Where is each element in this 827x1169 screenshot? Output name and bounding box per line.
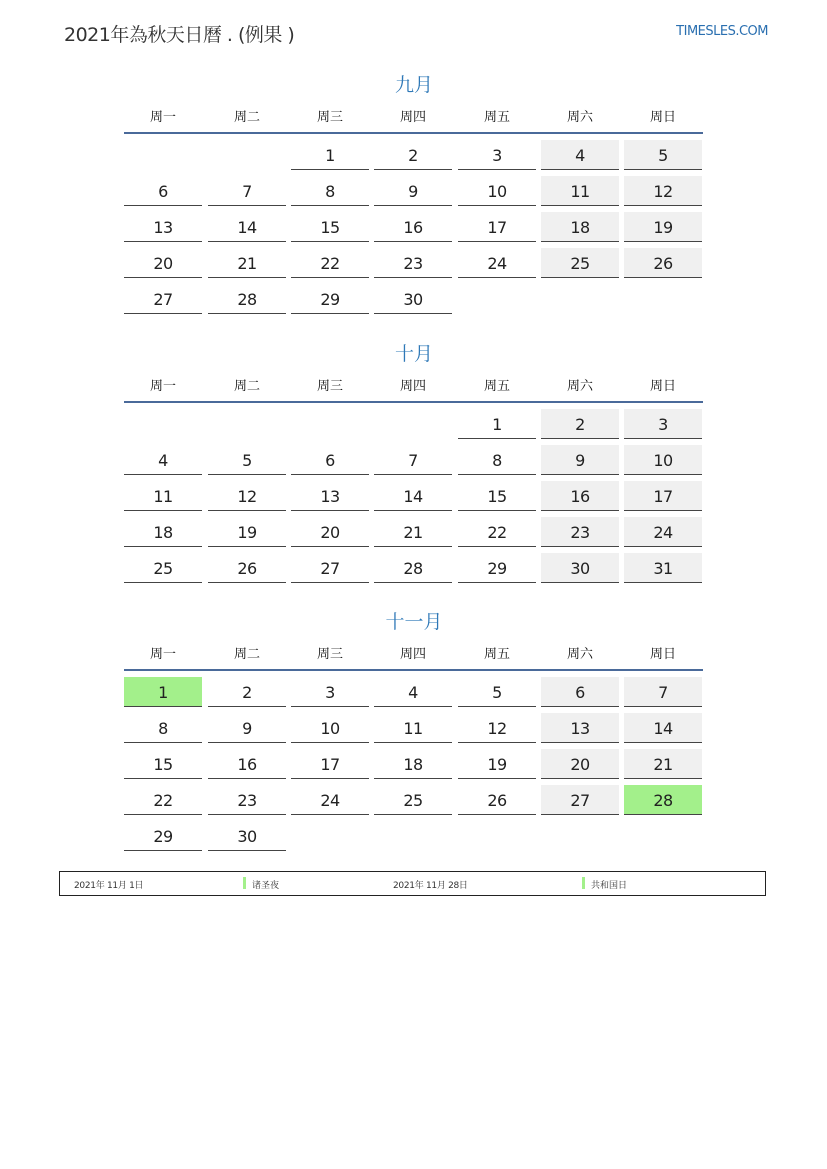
day-cell[interactable]: 5 [208, 445, 286, 475]
day-cell[interactable]: 9 [208, 713, 286, 743]
day-cell[interactable]: 23 [208, 785, 286, 815]
day-cell[interactable]: 30 [208, 821, 286, 851]
day-cell[interactable]: 26 [624, 248, 702, 278]
day-cell[interactable]: 1 [458, 409, 536, 439]
day-cell-holiday[interactable]: 28 [624, 785, 702, 815]
day-cell[interactable]: 26 [208, 553, 286, 583]
page-header [64, 20, 768, 46]
month-title: 九月 [394, 74, 433, 96]
day-cell[interactable]: 1 [291, 140, 369, 170]
month-title: 十月 [394, 343, 433, 365]
month-calendar [124, 70, 704, 320]
weekday-label: 周二 [233, 647, 260, 662]
month-title: 十一月 [385, 611, 443, 633]
weekday-label: 周四 [399, 647, 426, 662]
day-cell[interactable]: 8 [124, 713, 202, 743]
day-cell[interactable]: 13 [291, 481, 369, 511]
page-title: 2021年為秋天日曆 . (例果 ) [64, 24, 295, 46]
weekday-label: 周二 [233, 110, 260, 125]
day-cell[interactable]: 9 [541, 445, 619, 475]
day-cell[interactable]: 2 [541, 409, 619, 439]
day-cell[interactable]: 28 [374, 553, 452, 583]
site-name[interactable]: TIMESLES.COM [676, 24, 768, 39]
day-cell[interactable]: 7 [624, 677, 702, 707]
day-cell[interactable]: 21 [624, 749, 702, 779]
header-divider [124, 401, 703, 403]
day-cell[interactable]: 23 [374, 248, 452, 278]
day-cell[interactable]: 22 [458, 517, 536, 547]
day-cell[interactable]: 30 [374, 284, 452, 314]
day-cell[interactable]: 10 [458, 176, 536, 206]
weekday-label: 周三 [316, 110, 343, 125]
day-cell[interactable]: 30 [541, 553, 619, 583]
day-cell[interactable]: 20 [291, 517, 369, 547]
weekday-label: 周一 [149, 379, 176, 394]
legend-name-1: 诸圣夜 [252, 881, 280, 891]
day-cell[interactable]: 20 [541, 749, 619, 779]
day-cell[interactable]: 17 [458, 212, 536, 242]
weekday-label: 周六 [566, 379, 593, 394]
day-cell[interactable]: 24 [291, 785, 369, 815]
day-cell[interactable]: 25 [374, 785, 452, 815]
month-calendar [124, 607, 704, 857]
legend-holiday-marker [582, 877, 585, 889]
weekday-label: 周日 [649, 647, 676, 662]
legend-holiday-marker [243, 877, 246, 889]
day-cell[interactable]: 3 [458, 140, 536, 170]
day-cell[interactable]: 12 [624, 176, 702, 206]
day-cell[interactable]: 8 [291, 176, 369, 206]
day-cell[interactable]: 20 [124, 248, 202, 278]
day-cell[interactable]: 16 [541, 481, 619, 511]
day-cell[interactable]: 15 [124, 749, 202, 779]
day-cell[interactable]: 11 [124, 481, 202, 511]
weekday-label: 周六 [566, 647, 593, 662]
day-cell[interactable]: 21 [374, 517, 452, 547]
day-cell[interactable]: 19 [208, 517, 286, 547]
day-cell[interactable]: 4 [541, 140, 619, 170]
day-cell[interactable]: 7 [208, 176, 286, 206]
day-cell[interactable]: 27 [124, 284, 202, 314]
day-cell[interactable]: 6 [124, 176, 202, 206]
day-cell[interactable]: 4 [374, 677, 452, 707]
day-cell[interactable]: 13 [541, 713, 619, 743]
weekday-header [124, 643, 704, 667]
day-cell[interactable]: 26 [458, 785, 536, 815]
day-cell[interactable]: 14 [374, 481, 452, 511]
holiday-legend [59, 871, 766, 896]
weekday-header [124, 375, 704, 399]
weekday-label: 周五 [483, 647, 510, 662]
weekday-label: 周日 [649, 379, 676, 394]
day-cell[interactable]: 25 [124, 553, 202, 583]
day-cell[interactable]: 24 [458, 248, 536, 278]
day-cell[interactable]: 7 [374, 445, 452, 475]
day-cell[interactable]: 29 [458, 553, 536, 583]
weekday-label: 周三 [316, 647, 343, 662]
day-cell[interactable]: 29 [291, 284, 369, 314]
day-cell[interactable]: 18 [124, 517, 202, 547]
day-cell[interactable]: 5 [624, 140, 702, 170]
day-cell[interactable]: 27 [541, 785, 619, 815]
weekday-label: 周六 [566, 110, 593, 125]
day-cell[interactable]: 16 [208, 749, 286, 779]
weekday-label: 周一 [149, 110, 176, 125]
day-cell[interactable]: 25 [541, 248, 619, 278]
day-cell[interactable]: 18 [541, 212, 619, 242]
day-cell[interactable]: 5 [458, 677, 536, 707]
day-cell[interactable]: 18 [374, 749, 452, 779]
day-cell[interactable]: 17 [291, 749, 369, 779]
day-cell[interactable]: 29 [124, 821, 202, 851]
day-cell[interactable]: 17 [624, 481, 702, 511]
day-cell[interactable]: 3 [291, 677, 369, 707]
day-cell[interactable]: 21 [208, 248, 286, 278]
weekday-label: 周三 [316, 379, 343, 394]
header-divider [124, 669, 703, 671]
day-cell[interactable]: 11 [541, 176, 619, 206]
weekday-label: 周四 [399, 110, 426, 125]
day-cell[interactable]: 10 [624, 445, 702, 475]
day-cell[interactable]: 15 [458, 481, 536, 511]
day-cell[interactable]: 24 [624, 517, 702, 547]
day-cell[interactable]: 12 [458, 713, 536, 743]
day-cell[interactable]: 4 [124, 445, 202, 475]
weekday-label: 周二 [233, 379, 260, 394]
day-cell[interactable]: 27 [291, 553, 369, 583]
day-cell[interactable]: 6 [291, 445, 369, 475]
day-cell[interactable]: 15 [291, 212, 369, 242]
day-cell[interactable]: 3 [624, 409, 702, 439]
day-cell[interactable]: 9 [374, 176, 452, 206]
weekday-header [124, 106, 704, 130]
weekday-label: 周五 [483, 110, 510, 125]
day-cell[interactable]: 19 [458, 749, 536, 779]
legend-date-1: 2021年 11月 1日 [74, 881, 144, 891]
day-cell[interactable]: 28 [208, 284, 286, 314]
day-cell[interactable]: 12 [208, 481, 286, 511]
day-cell[interactable]: 31 [624, 553, 702, 583]
day-cell[interactable]: 23 [541, 517, 619, 547]
day-cell[interactable]: 16 [374, 212, 452, 242]
legend-name-2: 共和国日 [591, 881, 628, 891]
day-cell[interactable]: 2 [374, 140, 452, 170]
day-cell[interactable]: 14 [208, 212, 286, 242]
weekday-label: 周五 [483, 379, 510, 394]
weekday-label: 周一 [149, 647, 176, 662]
day-cell[interactable]: 22 [291, 248, 369, 278]
day-cell-holiday[interactable]: 1 [124, 677, 202, 707]
legend-date-2: 2021年 11月 28日 [393, 881, 468, 891]
header-divider [124, 132, 703, 134]
day-cell[interactable]: 10 [291, 713, 369, 743]
day-cell[interactable]: 2 [208, 677, 286, 707]
day-cell[interactable]: 11 [374, 713, 452, 743]
month-calendar [124, 339, 704, 589]
day-cell[interactable]: 6 [541, 677, 619, 707]
day-cell[interactable]: 13 [124, 212, 202, 242]
day-cell[interactable]: 19 [624, 212, 702, 242]
day-cell[interactable]: 14 [624, 713, 702, 743]
weekday-label: 周四 [399, 379, 426, 394]
weekday-label: 周日 [649, 110, 676, 125]
day-cell[interactable]: 22 [124, 785, 202, 815]
day-cell[interactable]: 8 [458, 445, 536, 475]
